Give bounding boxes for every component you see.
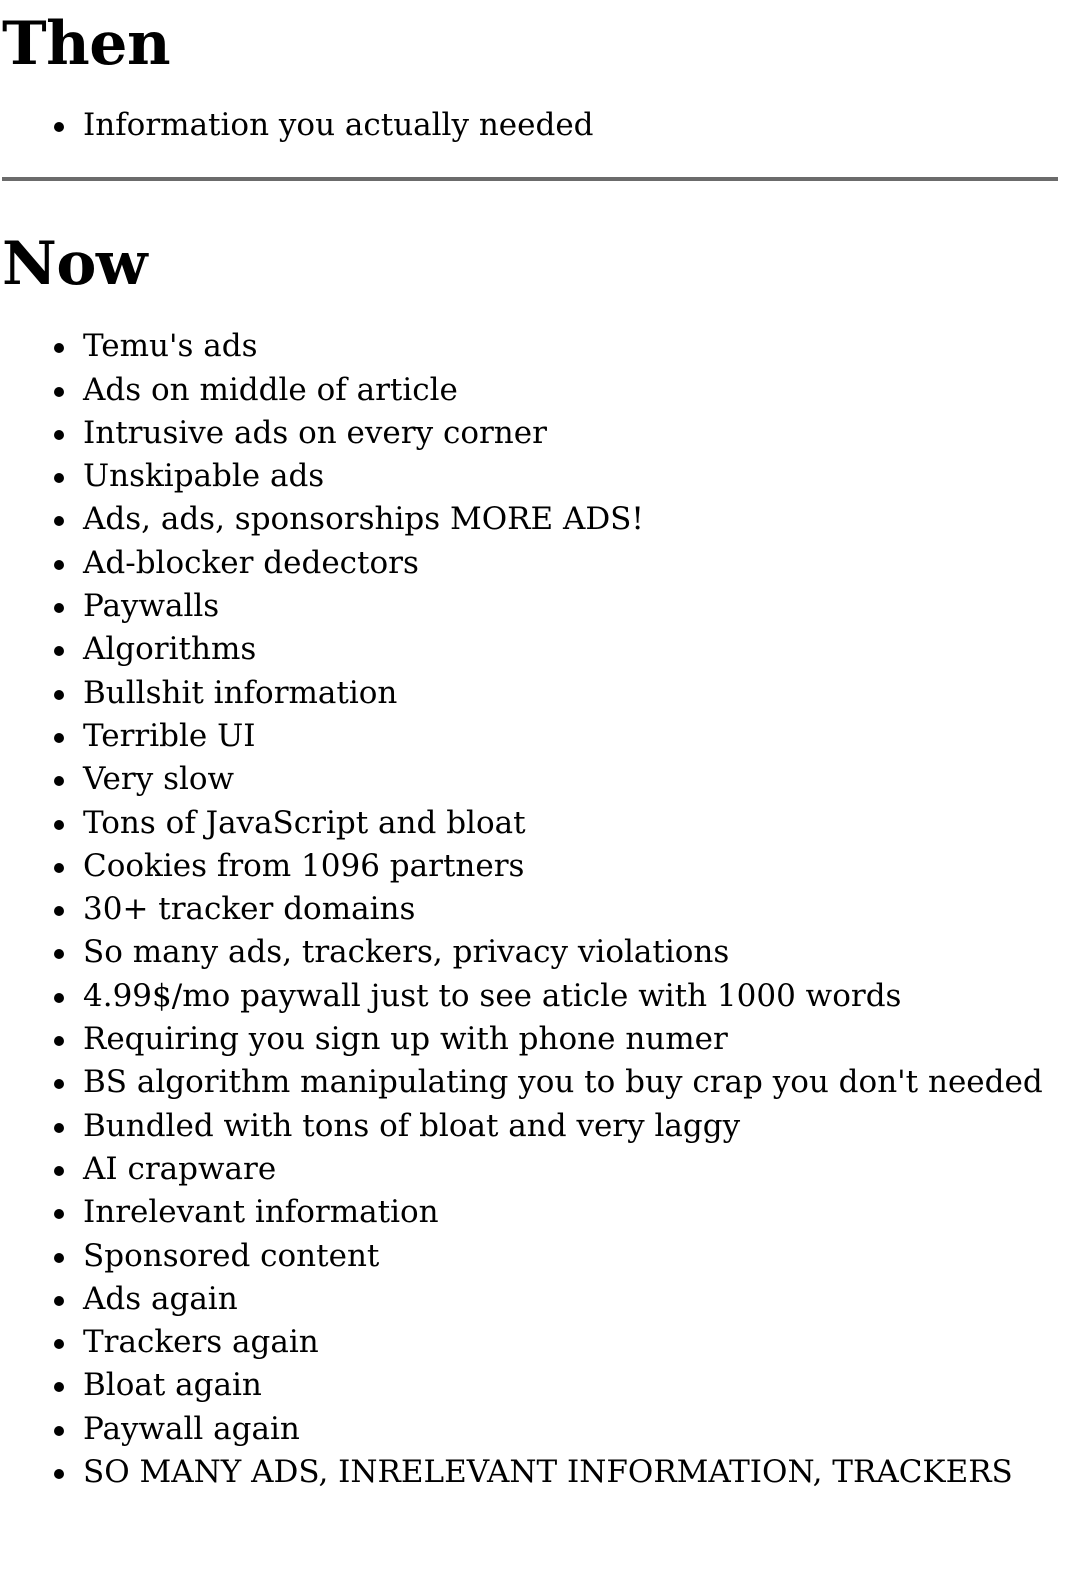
list-item [54,888,1058,931]
list-item [54,931,1058,974]
list-item-text: Bundled with tons of bloat and very laggy [83,1107,741,1144]
list-item [54,1408,1058,1451]
now-heading: Now [2,229,148,300]
bullet-icon [54,1209,64,1219]
list-item [54,1148,1058,1191]
list-item-text: Very slow [83,761,235,798]
list-item-text: Ads on middle of article [83,371,458,408]
list-item [54,412,1058,455]
list-item-text: Tons of JavaScript and bloat [83,804,526,841]
list-item-text: Paywall again [83,1410,300,1447]
list-item [54,1321,1058,1364]
list-item-text: Algorithms [83,631,257,668]
bullet-icon [54,1036,64,1046]
list-item-text: Terrible UI [83,717,256,754]
bullet-icon [54,1123,64,1133]
bullet-icon [54,690,64,700]
bullet-icon [54,473,64,483]
list-item-text: Ads again [83,1280,238,1317]
bullet-icon [54,733,64,743]
bullet-icon [54,387,64,397]
bullet-icon [54,516,64,526]
bullet-icon [54,646,64,656]
list-item [54,1018,1058,1061]
list-item [54,542,1058,585]
bullet-icon [54,603,64,613]
bullet-icon [54,1339,64,1349]
bullet-icon [54,993,64,1003]
now-section [2,229,1058,1494]
bullet-icon [54,1296,64,1306]
list-item-text: Sponsored content [83,1237,380,1274]
list-item-text: Ads, ads, sponsorships MORE ADS! [83,501,644,538]
list-item [54,1235,1058,1278]
list-item-text: SO MANY ADS, INRELEVANT INFORMATION, TRACKERS [83,1454,1013,1491]
bullet-icon [54,1079,64,1089]
bullet-icon [54,820,64,830]
bullet-icon [54,430,64,440]
list-item-text: Requiring you sign up with phone numer [83,1021,728,1058]
section-divider [2,177,1058,181]
then-section [2,0,1058,147]
list-item [54,325,1058,368]
list-item [54,758,1058,801]
list-item [54,455,1058,498]
list-item-text: Ad-blocker dedectors [83,544,419,581]
list-item [54,1191,1058,1234]
list-item-text: Bloat again [83,1367,262,1404]
list-item-text: 4.99$/mo paywall just to see aticle with 1000 words [83,977,902,1014]
now-list [2,325,1058,1494]
list-item [54,585,1058,628]
then-heading: Then [2,9,171,79]
list-item-text: BS algorithm manipulating you to buy crap you don't needed [83,1064,1043,1101]
bullet-icon [54,776,64,786]
list-item [54,672,1058,715]
list-item-text: Information you actually needed [83,107,594,143]
list-item-text: Unskipable ads [83,458,325,495]
list-item-text: Temu's ads [83,328,258,365]
list-item-text: AI crapware [83,1150,277,1187]
list-item [54,1451,1058,1494]
list-item [54,715,1058,758]
bullet-icon [54,1382,64,1392]
bullet-icon [54,1426,64,1436]
list-item-text: 30+ tracker domains [83,891,416,928]
bullet-icon [54,949,64,959]
bullet-icon [54,560,64,570]
bullet-icon [54,1469,64,1479]
list-item-text: Inrelevant information [83,1194,439,1231]
list-item-text: Paywalls [83,588,220,625]
bullet-icon [54,1166,64,1176]
bullet-icon [54,863,64,873]
list-item-text: Cookies from 1096 partners [83,847,525,884]
bullet-icon [54,343,64,353]
bullet-icon [54,122,64,132]
bullet-icon [54,906,64,916]
list-item-text: Bullshit information [83,674,398,711]
list-item [54,845,1058,888]
list-item [54,802,1058,845]
list-item [54,1364,1058,1407]
list-item [54,628,1058,671]
list-item-text: So many ads, trackers, privacy violations [83,934,730,971]
list-item [54,1278,1058,1321]
list-item-text: Trackers again [83,1324,319,1361]
list-item-text: Intrusive ads on every corner [83,414,547,451]
then-list [2,104,1058,147]
list-item [54,975,1058,1018]
list-item [54,369,1058,412]
list-item [54,104,1058,147]
list-item [54,498,1058,541]
list-item [54,1105,1058,1148]
list-item [54,1061,1058,1104]
bullet-icon [54,1253,64,1263]
